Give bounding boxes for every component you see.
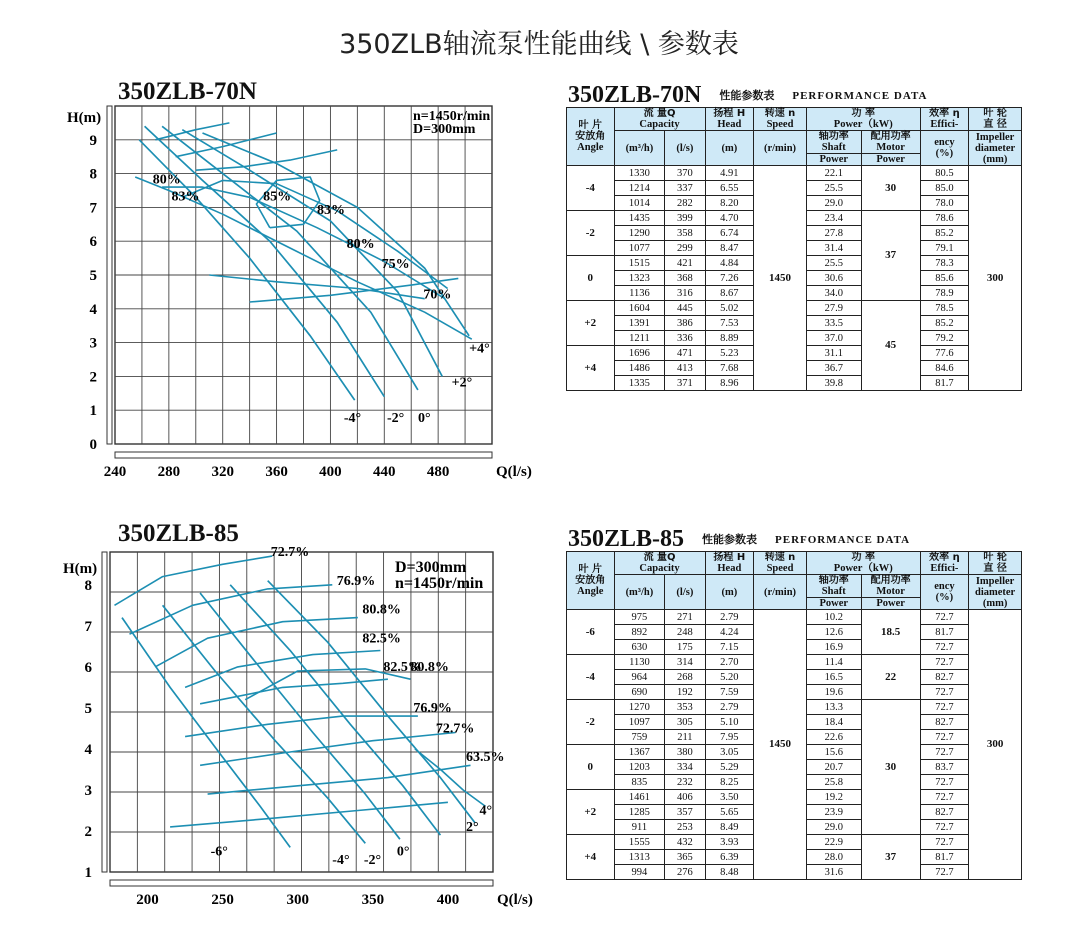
chart-info-text: D=300mm xyxy=(395,559,467,576)
angle-label: 0° xyxy=(396,844,410,860)
table-row: 994 276 8.48 31.6 72.7 xyxy=(567,865,1022,880)
motor-power-cell: 37 xyxy=(861,211,920,301)
impeller-cell: 300 xyxy=(969,166,1022,391)
angle-label: -4° xyxy=(343,411,362,427)
angle-label: +2° xyxy=(451,375,473,391)
table-row: 1313 365 6.39 28.0 81.7 xyxy=(567,850,1022,865)
x-axis-label: Q(l/s) xyxy=(496,464,532,480)
table-row: 1097 305 5.10 18.4 82.7 xyxy=(567,715,1022,730)
table-row: 1077 299 8.47 31.4 79.1 xyxy=(567,241,1022,256)
table2-cn-caption: 性能参数表 xyxy=(702,533,758,546)
x-tick-label: 400 xyxy=(319,464,342,480)
chart1-performance-curve xyxy=(60,100,532,485)
table-row: +4 1696 471 5.23 31.1 77.6 xyxy=(567,346,1022,361)
chart2-model-title: 350ZLB-85 xyxy=(118,520,239,547)
impeller-cell: 300 xyxy=(969,610,1022,880)
efficiency-contour xyxy=(170,802,448,827)
efficiency-label: 82.5% xyxy=(383,659,422,675)
efficiency-label: 83% xyxy=(171,189,200,205)
angle-label: -2° xyxy=(363,852,382,868)
y-tick-label: 3 xyxy=(89,335,97,352)
speed-cell: 1450 xyxy=(754,610,807,880)
angle-cell: +2 xyxy=(567,790,615,835)
efficiency-label: 80% xyxy=(152,172,181,188)
table-row: 1014 282 8.20 29.0 78.0 xyxy=(567,196,1022,211)
y-axis-label: H(m) xyxy=(67,110,102,126)
angle-cell: +2 xyxy=(567,301,615,346)
table-row: 1211 336 8.89 37.0 79.2 xyxy=(567,331,1022,346)
efficiency-label: 80% xyxy=(346,236,375,252)
table-row: -4 1130 314 2.70 11.4 22 72.7 xyxy=(567,655,1022,670)
chart1-model-title: 350ZLB-70N xyxy=(118,78,257,105)
x-tick-label: 250 xyxy=(211,892,234,908)
angle-label: -2° xyxy=(386,411,405,427)
table-row: 0 1367 380 3.05 15.6 72.7 xyxy=(567,745,1022,760)
y-tick-label: 5 xyxy=(89,268,97,284)
table-row: -2 1270 353 2.79 13.3 30 72.7 xyxy=(567,700,1022,715)
x-tick-label: 400 xyxy=(436,892,460,908)
table2-en-caption: PERFORMANCE DATA xyxy=(775,534,911,546)
table1-performance-data: 叶 片 安放角 Angle 流 量Q Capacity 扬程 H Head 转速 n Speed 功 率 Power（kW) 效率 η Effici- 叶 轮 直 径 (m³/h) (l/s) (m) (r/min) 轴功率 Shaft 配用功率 Motor ency (%) Impeller diameter (mm) Power Power -4 1330 370 4.91 1450 22.1 30 80.5 300 1214 337 6.55 25.5 85.0 1014 282 8.20 29.0 78.0 -2 1435 399 4.70 23.4 37 78.6 1290 358 6.74 27.8 85.2 1077 299 8.47 31.4 79.1 0 1515 421 4.84 25.5 78.3 1323 368 7.26 30.6 85.6 1136 316 8.67 34.0 78.9 +2 1604 445 5.02 27.9 45 78.5 1391 386 7.53 33.5 85.2 1211 336 8.89 37.0 79.2 +4 1696 471 5.23 31.1 77.6 1486 413 7.68 36.7 84.6 1335 371 8.96 39.8 81.7 xyxy=(566,107,1022,391)
table-row: 1323 368 7.26 30.6 85.6 xyxy=(567,271,1022,286)
table-row: -6 975 271 2.79 1450 10.2 18.5 72.7 300 xyxy=(567,610,1022,625)
y-tick-label: 8 xyxy=(89,166,97,183)
chart-info-text: n=1450r/min xyxy=(395,575,484,592)
angle-label: 2° xyxy=(465,819,479,835)
y-tick-label: 0 xyxy=(89,437,97,453)
x-tick-label: 280 xyxy=(157,464,181,480)
table-row: 1290 358 6.74 27.8 85.2 xyxy=(567,226,1022,241)
table-row: -2 1435 399 4.70 23.4 37 78.6 xyxy=(567,211,1022,226)
angle-label: -6° xyxy=(210,844,228,860)
table1-heading xyxy=(568,82,927,109)
table1-en-caption: PERFORMANCE DATA xyxy=(792,90,928,102)
angle-curve-0° xyxy=(230,585,440,835)
efficiency-label: 70% xyxy=(423,287,452,303)
efficiency-label: 76.9% xyxy=(413,701,452,716)
table1-model: 350ZLB-70N xyxy=(568,82,702,108)
table-row: 1486 413 7.68 36.7 84.6 xyxy=(567,361,1022,376)
table2-heading xyxy=(568,526,910,553)
y-tick-label: 1 xyxy=(89,403,97,420)
efficiency-label: 63.5% xyxy=(465,750,505,766)
speed-cell: 1450 xyxy=(754,166,807,391)
table-row: +2 1604 445 5.02 27.9 45 78.5 xyxy=(567,301,1022,316)
y-tick-label: 6 xyxy=(89,234,97,251)
blade-cn: 叶 片 xyxy=(578,564,603,575)
table-row: 1285 357 5.65 23.9 82.7 xyxy=(567,805,1022,820)
efficiency-label: 83% xyxy=(316,203,345,219)
angle-cell: +4 xyxy=(567,346,615,391)
blade-cn: 叶 片 xyxy=(578,120,603,131)
efficiency-contour xyxy=(155,123,229,140)
table-row: -4 1330 370 4.91 1450 22.1 30 80.5 300 xyxy=(567,166,1022,181)
table-row: 1136 316 8.67 34.0 78.9 xyxy=(567,286,1022,301)
y-tick-label: 4 xyxy=(84,741,92,758)
x-tick-label: 240 xyxy=(103,464,127,480)
page-title: 350ZLB轴流泵性能曲线 \ 参数表 xyxy=(339,29,739,60)
chart-info-text: n=1450r/min xyxy=(413,109,491,124)
angle-cell: -4 xyxy=(567,655,615,700)
table-row: +4 1555 432 3.93 22.9 37 72.7 xyxy=(567,835,1022,850)
x-axis-bar xyxy=(110,880,493,886)
motor-power-cell: 30 xyxy=(861,166,920,211)
angle-curve-+4° xyxy=(203,133,470,336)
y-axis-bar xyxy=(102,552,107,872)
x-tick-label: 480 xyxy=(426,464,450,480)
y-tick-label: 1 xyxy=(84,865,92,881)
x-axis-label: Q(l/s) xyxy=(497,892,533,908)
motor-power-cell: 37 xyxy=(861,835,920,880)
table-row: 1391 386 7.53 33.5 85.2 xyxy=(567,316,1022,331)
x-tick-label: 350 xyxy=(361,892,385,908)
angle-cell: -6 xyxy=(567,610,615,655)
efficiency-label: 72.7% xyxy=(270,545,310,561)
angle-cell: -2 xyxy=(567,211,615,256)
efficiency-label: 72.7% xyxy=(435,721,475,737)
x-tick-label: 360 xyxy=(265,464,288,480)
table-row: 690 192 7.59 19.6 72.7 xyxy=(567,685,1022,700)
y-axis-bar xyxy=(107,106,112,444)
chart-info-text: D=300mm xyxy=(413,122,476,137)
angle-curve--2° xyxy=(145,126,385,396)
table-row: 1335 371 8.96 39.8 81.7 xyxy=(567,376,1022,391)
angle-label: 0° xyxy=(417,411,431,427)
angle-curve--6° xyxy=(122,618,290,848)
angle-label: 4° xyxy=(479,803,493,819)
y-tick-label: 3 xyxy=(84,782,92,799)
x-axis-bar xyxy=(115,452,492,458)
efficiency-label: 85% xyxy=(263,189,292,205)
table-row: 0 1515 421 4.84 25.5 78.3 xyxy=(567,256,1022,271)
table-row: 835 232 8.25 25.8 72.7 xyxy=(567,775,1022,790)
y-tick-label: 4 xyxy=(89,301,97,318)
motor-power-cell: 22 xyxy=(861,655,920,700)
angle-cell: -2 xyxy=(567,700,615,745)
angle-label: -4° xyxy=(332,852,350,868)
x-tick-label: 200 xyxy=(136,892,159,908)
y-tick-label: 6 xyxy=(84,659,92,676)
efficiency-label: 82.5% xyxy=(362,631,401,647)
table-row: 1203 334 5.29 20.7 83.7 xyxy=(567,760,1022,775)
angle-label: +4° xyxy=(469,341,490,357)
efficiency-contour xyxy=(115,556,273,605)
table-row: +2 1461 406 3.50 19.2 72.7 xyxy=(567,790,1022,805)
chart2-performance-curve xyxy=(60,545,533,921)
y-tick-label: 7 xyxy=(84,618,92,635)
x-tick-label: 440 xyxy=(373,464,396,480)
table-row: 759 211 7.95 22.6 72.7 xyxy=(567,730,1022,745)
y-tick-label: 2 xyxy=(84,823,92,840)
y-tick-label: 8 xyxy=(84,577,92,594)
table-row: 1214 337 6.55 25.5 85.0 xyxy=(567,181,1022,196)
efficiency-contour xyxy=(176,133,277,157)
motor-power-cell: 18.5 xyxy=(861,610,920,655)
angle-cell: -4 xyxy=(567,166,615,211)
table1-cn-caption: 性能参数表 xyxy=(719,89,775,102)
x-tick-label: 320 xyxy=(211,464,234,480)
y-axis-label: H(m) xyxy=(63,561,98,577)
y-tick-label: 9 xyxy=(89,132,97,149)
efficiency-label: 76.9% xyxy=(336,573,376,589)
efficiency-contour xyxy=(182,180,447,288)
table-row: 964 268 5.20 16.5 82.7 xyxy=(567,670,1022,685)
y-tick-label: 2 xyxy=(89,369,97,386)
table-row: 630 175 7.15 16.9 72.7 xyxy=(567,640,1022,655)
y-tick-label: 5 xyxy=(84,700,92,717)
table2-model: 350ZLB-85 xyxy=(568,526,685,552)
angle-cell: 0 xyxy=(567,745,615,790)
angle-cell: +4 xyxy=(567,835,615,880)
x-tick-label: 300 xyxy=(286,892,309,908)
motor-power-cell: 30 xyxy=(861,700,920,835)
efficiency-label: 80.8% xyxy=(362,602,401,618)
efficiency-label: 75% xyxy=(381,257,410,273)
motor-power-cell: 45 xyxy=(861,301,920,391)
angle-curve-0° xyxy=(162,126,418,390)
angle-cell: 0 xyxy=(567,256,615,301)
table-row: 911 253 8.49 29.0 72.7 xyxy=(567,820,1022,835)
efficiency-label: 80.8% xyxy=(410,659,449,675)
table-row: 892 248 4.24 12.6 81.7 xyxy=(567,625,1022,640)
table2-performance-data: 叶 片 安放角 Angle 流 量Q Capacity 扬程 H Head 转速 n Speed 功 率 Power（kW) 效率 η Effici- 叶 轮 直 径 (m³/h) (l/s) (m) (r/min) 轴功率 Shaft 配用功率 Motor ency (%) Impeller diameter (mm) Power Power -6 975 271 2.79 1450 10.2 18.5 72.7 300 892 248 4.24 12.6 81.7 630 175 7.15 16.9 72.7 -4 1130 314 2.70 11.4 22 72.7 964 268 5.20 16.5 82.7 690 192 7.59 19.6 72.7 -2 1270 353 2.79 13.3 30 72.7 1097 305 5.10 18.4 82.7 759 211 7.95 22.6 72.7 0 1367 380 3.05 15.6 72.7 1203 334 5.29 20.7 83.7 835 232 8.25 25.8 72.7 +2 1461 406 3.50 19.2 72.7 1285 357 5.65 23.9 82.7 911 253 8.49 29.0 72.7 +4 1555 432 3.93 22.9 37 72.7 1313 365 6.39 28.0 81.7 994 276 8.48 31.6 72.7 xyxy=(566,551,1022,880)
y-tick-label: 7 xyxy=(89,200,97,217)
efficiency-contour xyxy=(200,679,388,704)
